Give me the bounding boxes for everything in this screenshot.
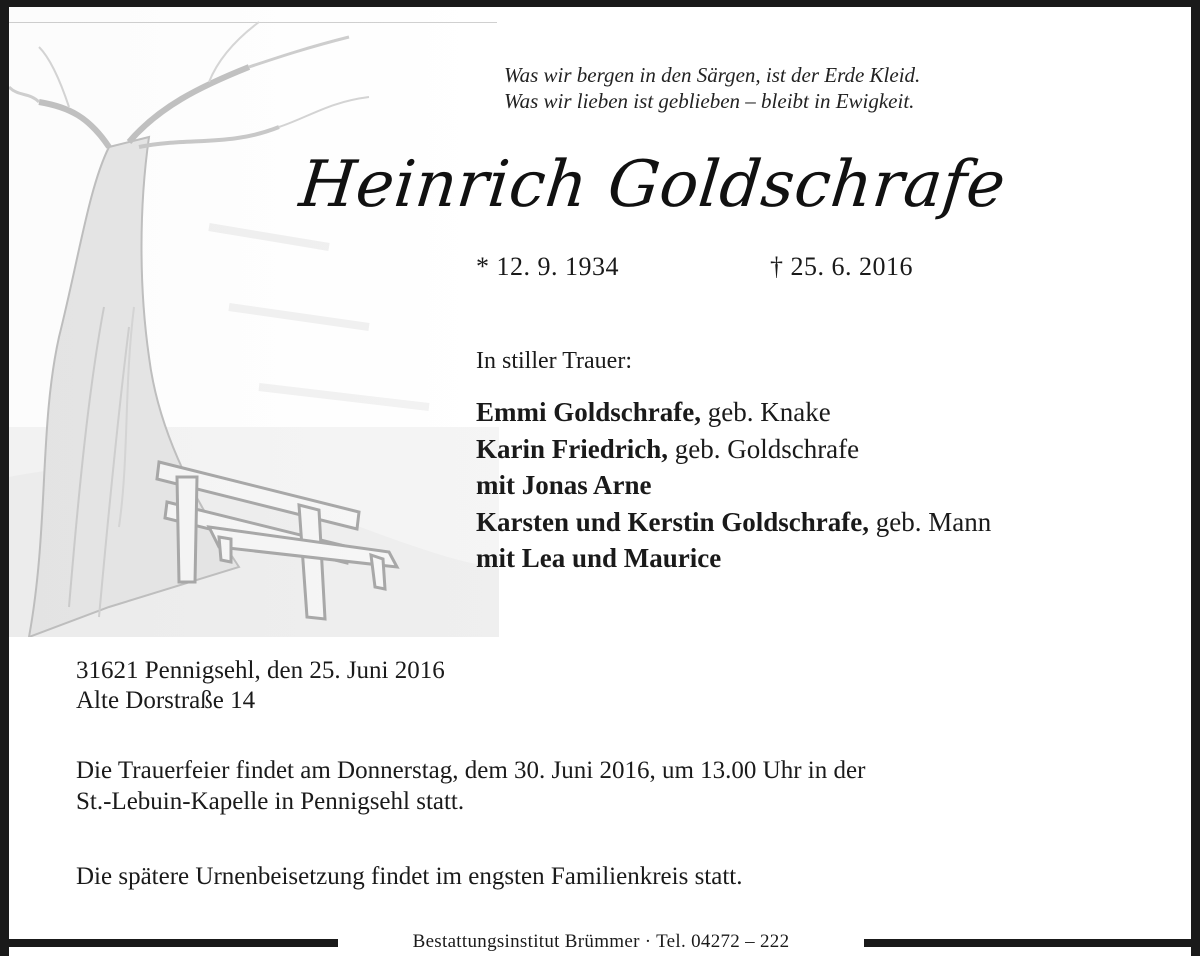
mourner-note: geb. Knake [707, 397, 831, 427]
tree-and-bench-sketch [9, 7, 499, 637]
mourner-name: mit Lea und Maurice [476, 543, 722, 573]
mourners-list [476, 394, 991, 577]
mourner-row [476, 394, 991, 431]
verse [504, 62, 920, 114]
funeral-home-footer: Bestattungsinstitut Brümmer · Tel. 04272 – 222 [338, 928, 864, 956]
birth-date: * 12. 9. 1934 [476, 252, 619, 281]
mourning-intro: In stiller Trauer: [476, 348, 632, 374]
place-date: 31621 Pennigsehl, den 25. Juni 2016 [76, 657, 445, 684]
mourner-name: mit Jonas Arne [476, 470, 652, 500]
urn-burial-text: Die spätere Urnenbeisetzung findet im engsten Familienkreis statt. [76, 863, 743, 890]
verse-line-1: Was wir bergen in den Särgen, ist der Erde Kleid. [504, 63, 921, 87]
mourner-name: Emmi Goldschrafe, [476, 397, 701, 427]
mourner-note: geb. Goldschrafe [674, 433, 860, 464]
death-date: † 25. 6. 2016 [770, 252, 913, 281]
mourner-row [476, 504, 991, 541]
mourner-name: Karin Friedrich, [476, 433, 668, 464]
mourner-row [476, 540, 991, 577]
ceremony-line-1: Die Trauerfeier findet am Donnerstag, dem 30. Juni 2016, um 13.00 Uhr in der [76, 757, 866, 784]
deceased-name: Heinrich Goldschrafe [296, 148, 1010, 222]
street: Alte Dorstraße 14 [76, 687, 256, 714]
ceremony-line-2: St.-Lebuin-Kapelle in Pennigsehl statt. [76, 788, 465, 815]
mourner-row [476, 431, 991, 468]
ceremony-text [76, 755, 1134, 817]
mourner-note: geb. Mann [875, 506, 992, 537]
address-block [76, 656, 445, 716]
mourner-name: Karsten und Kerstin Goldschrafe, [476, 506, 870, 537]
mourner-row [476, 467, 991, 504]
verse-line-2: Was wir lieben ist geblieben – bleibt in Ewigkeit. [504, 89, 915, 113]
